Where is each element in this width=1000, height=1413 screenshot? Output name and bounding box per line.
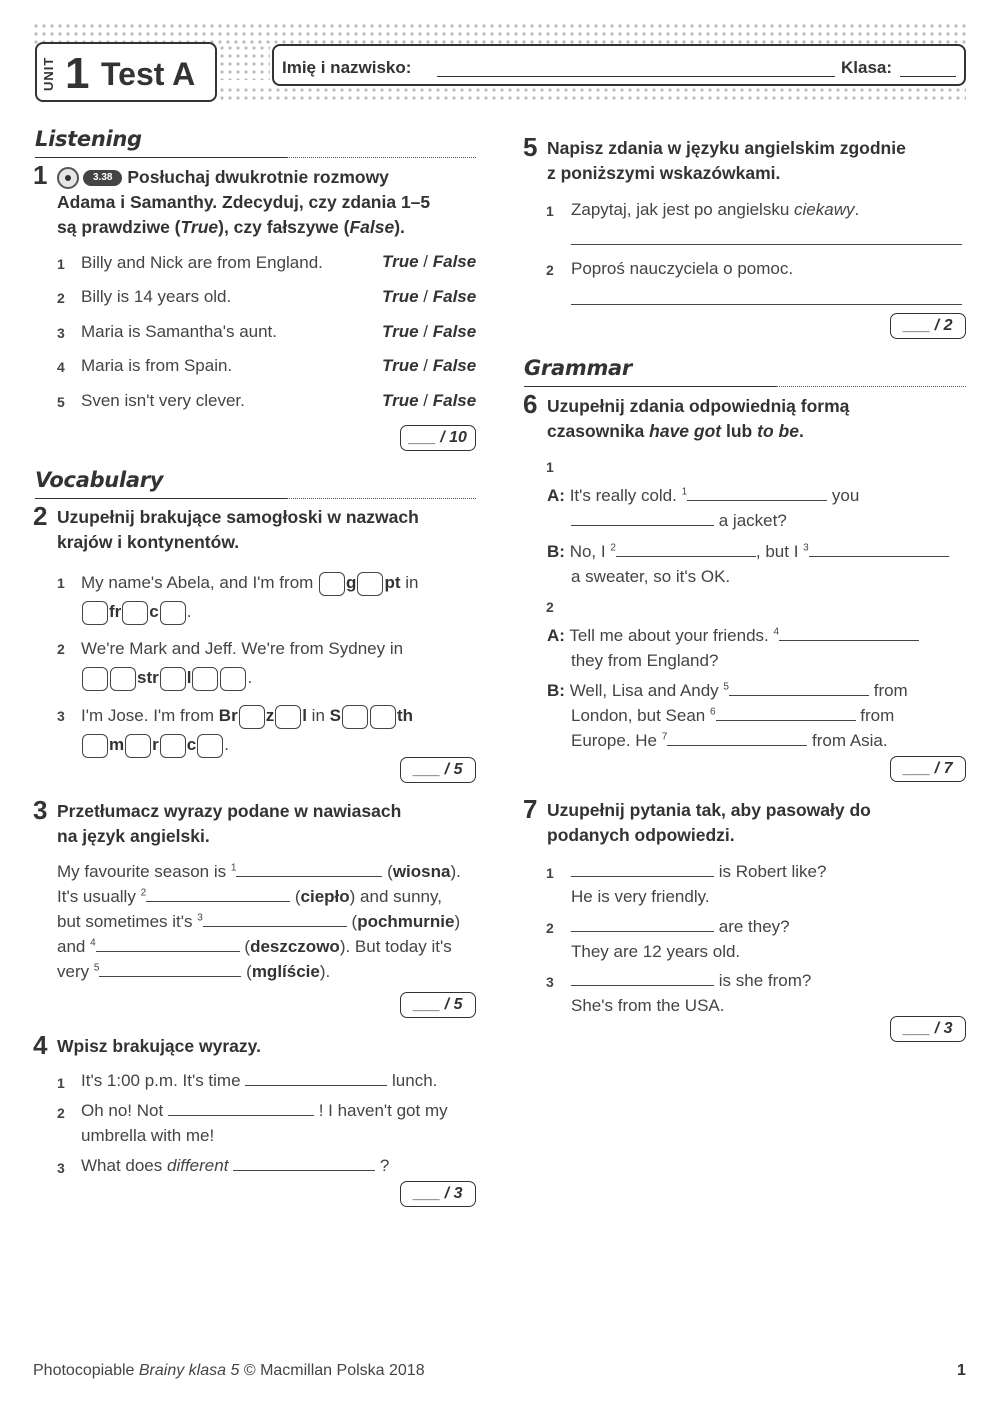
instr-line: krajów i kontynentów. <box>57 532 240 552</box>
letter: m <box>109 735 125 754</box>
letter-box[interactable] <box>82 734 108 758</box>
footer-text: © Macmillan Polska 2018 <box>243 1362 425 1379</box>
name-label: Imię i nazwisko: <box>282 58 412 77</box>
para-text: My favourite season is <box>57 862 227 881</box>
question-text: are they? <box>718 917 790 936</box>
section-rule <box>35 157 287 158</box>
instr-term: to be <box>757 421 799 441</box>
letter-box[interactable] <box>125 734 151 758</box>
instr-line: Posłuchaj dwukrotnie rozmowy <box>127 167 389 187</box>
letter-box[interactable] <box>197 734 223 758</box>
item-text: ? <box>379 1156 390 1175</box>
header-dots-mid <box>218 44 270 80</box>
list-item: Billy is 14 years old. <box>81 287 232 306</box>
score-box[interactable]: ___ / 3 <box>890 1016 966 1042</box>
speaker-label: B: <box>547 542 565 561</box>
item-text: What does <box>81 1156 163 1175</box>
instr-line: Uzupełnij brakujące samogłoski w nazwach <box>57 507 419 527</box>
score-box[interactable]: ___ / 10 <box>400 425 476 451</box>
letter: str <box>137 668 159 687</box>
false-option[interactable]: False <box>432 391 477 410</box>
blank-field[interactable] <box>571 863 714 877</box>
instr-line: z poniższymi wskazówkami. <box>547 163 781 183</box>
blank-field[interactable] <box>96 938 240 952</box>
list-item: Sven isn't very clever. <box>81 391 245 410</box>
section-grammar: Grammar <box>524 356 632 380</box>
letter: Br <box>218 706 238 725</box>
item-number: 1 <box>57 1075 65 1091</box>
blank-field[interactable] <box>716 707 856 721</box>
line-text: Tell me about your friends. <box>569 626 769 645</box>
list-item <box>81 701 481 759</box>
list-item <box>81 634 481 692</box>
section-rule <box>287 498 476 499</box>
item-text: umbrella with me! <box>81 1126 215 1145</box>
score-box[interactable]: ___ / 3 <box>400 1181 476 1207</box>
exercise-3-instructions <box>57 799 477 849</box>
instr-term: have got <box>649 421 722 441</box>
blank-field[interactable] <box>571 918 714 932</box>
dialogue-1-b <box>547 539 967 589</box>
header-dots-top <box>32 22 966 44</box>
dialogue-number: 1 <box>546 459 554 475</box>
score-box[interactable]: ___ / 7 <box>890 756 966 782</box>
item-number: 2 <box>57 1105 65 1121</box>
instr-line: . <box>798 421 804 441</box>
exercise-number: 1 <box>33 160 48 190</box>
hint-word: ciepło <box>300 887 350 906</box>
page-title: Test A <box>101 56 196 92</box>
gap-number: 1 <box>681 486 688 498</box>
section-rule <box>287 157 476 158</box>
item-text: . <box>854 200 860 219</box>
track-badge: 3.38 <box>83 170 122 186</box>
sep: / <box>423 287 429 306</box>
item-number: 1 <box>57 575 65 591</box>
sep: / <box>423 322 429 341</box>
class-field[interactable] <box>900 76 956 77</box>
letter-box[interactable] <box>357 572 383 596</box>
false-option[interactable]: False <box>432 356 477 375</box>
instr-line: czasownika <box>547 421 645 441</box>
letter: l <box>302 706 307 725</box>
exercise-number: 4 <box>33 1030 48 1060</box>
name-field[interactable] <box>437 76 835 77</box>
list-item: Maria is from Spain. <box>81 356 233 375</box>
letter-box[interactable] <box>110 667 136 691</box>
instr-line: Uzupełnij pytania tak, aby pasowały do <box>547 800 871 820</box>
para-text: ). But today it's <box>339 937 452 956</box>
para-text: ) and sunny, <box>349 887 442 906</box>
hint-word: deszczowo <box>250 937 340 956</box>
line-text: Well, Lisa and Andy <box>569 681 719 700</box>
question-text: is she from? <box>718 971 812 990</box>
letter-box[interactable] <box>192 667 218 691</box>
unit-number: 1 <box>65 49 90 98</box>
letter-box[interactable] <box>82 601 108 625</box>
letter-box[interactable] <box>160 667 186 691</box>
section-listening: Listening <box>35 127 142 151</box>
speaker-label: A: <box>547 486 565 505</box>
para-text: ) <box>454 912 461 931</box>
true-false-choice[interactable] <box>382 391 476 411</box>
footer-text: Photocopiable <box>33 1362 135 1379</box>
item-text: . <box>224 735 229 754</box>
item-number: 2 <box>57 290 65 306</box>
line-text: Europe. He <box>571 731 657 750</box>
para-text: It's usually <box>57 887 136 906</box>
gap-number: 6 <box>709 706 716 718</box>
line-text: It's really cold. <box>569 486 677 505</box>
letter: r <box>152 735 159 754</box>
blank-field[interactable] <box>667 732 807 746</box>
answer-line[interactable] <box>571 244 962 245</box>
line-text: a sweater, so it's OK. <box>571 567 731 586</box>
instr-true: True <box>180 217 219 237</box>
gap-number: 7 <box>661 731 668 743</box>
student-info-box <box>272 44 966 86</box>
letter-box[interactable] <box>275 705 301 729</box>
answer-line[interactable] <box>571 304 962 305</box>
dialogue-1 <box>547 483 967 533</box>
false-option[interactable]: False <box>432 322 477 341</box>
gap-number: 5 <box>723 681 729 693</box>
item-word: different <box>167 1156 229 1175</box>
blank-field[interactable] <box>146 888 290 902</box>
item-number: 2 <box>546 920 554 936</box>
page-number: 1 <box>957 1362 966 1379</box>
list-item: Billy and Nick are from England. <box>81 253 323 272</box>
hint-word: pochmurnie <box>357 912 455 931</box>
line-text: , but I <box>755 542 799 561</box>
item-number: 2 <box>546 262 554 278</box>
list-item: Maria is Samantha's aunt. <box>81 322 278 341</box>
blank-field[interactable] <box>729 682 869 696</box>
blank-field[interactable] <box>809 543 949 557</box>
list-item <box>571 968 811 1018</box>
section-rule <box>35 498 287 499</box>
exercise-number: 2 <box>33 501 48 531</box>
section-rule <box>776 386 966 387</box>
list-item <box>571 197 859 222</box>
gap-number: 4 <box>773 626 780 638</box>
para-text: ). <box>319 962 331 981</box>
instr-line: Przetłumacz wyrazy podane w nawiasach <box>57 801 402 821</box>
list-item <box>571 914 790 964</box>
exercise-5-instructions <box>547 136 967 186</box>
section-rule <box>524 386 776 387</box>
blank-field[interactable] <box>233 1157 375 1171</box>
line-text: from <box>873 681 908 700</box>
exercise-7-instructions <box>547 798 967 848</box>
item-number: 3 <box>57 325 65 341</box>
blank-field[interactable] <box>203 913 347 927</box>
exercise-number: 3 <box>33 795 48 825</box>
letter-box[interactable] <box>342 705 368 729</box>
blank-field[interactable] <box>616 543 756 557</box>
item-number: 1 <box>546 865 554 881</box>
footer <box>33 1362 425 1380</box>
instr-line: ). <box>394 217 405 237</box>
header-dots-bottom <box>218 86 966 102</box>
item-text: It's 1:00 p.m. It's time <box>81 1071 241 1090</box>
item-number: 5 <box>57 394 65 410</box>
true-option[interactable]: True <box>382 287 419 306</box>
instr-line: lub <box>726 421 753 441</box>
cd-icon <box>57 167 79 189</box>
true-false-choice[interactable] <box>382 356 476 376</box>
hint-word: wiosna <box>392 862 451 881</box>
sep: / <box>423 391 429 410</box>
list-item <box>81 1098 448 1148</box>
gap-number: 2 <box>610 542 616 554</box>
dialogue-2 <box>547 623 967 673</box>
item-text: ! I haven't got my <box>318 1101 448 1120</box>
item-text: . <box>186 602 192 621</box>
line-text: from Asia. <box>812 731 888 750</box>
item-number: 4 <box>57 359 65 375</box>
answer-text: They are 12 years old. <box>571 942 741 961</box>
item-text: We're Mark and Jeff. We're from Sydney in <box>81 639 404 658</box>
section-vocabulary: Vocabulary <box>35 468 164 492</box>
true-option[interactable]: True <box>382 356 419 375</box>
blank-field[interactable] <box>687 487 827 501</box>
false-option[interactable]: False <box>432 287 477 306</box>
item-text: Zapytaj, jak jest po angielsku <box>571 200 790 219</box>
exercise-number: 5 <box>523 132 538 162</box>
score-box[interactable]: ___ / 5 <box>400 992 476 1018</box>
letter-box[interactable] <box>122 601 148 625</box>
item-text: Oh no! Not <box>81 1101 164 1120</box>
footer-book: Brainy klasa 5 <box>138 1362 240 1379</box>
para-text: but sometimes it's <box>57 912 193 931</box>
instr-line: na język angielski. <box>57 826 210 846</box>
hint-word: mglíście <box>251 962 320 981</box>
list-item <box>81 568 481 626</box>
speaker-label: B: <box>547 681 565 700</box>
list-item <box>81 1153 389 1178</box>
letter: l <box>186 668 192 687</box>
line-text: London, but Sean <box>571 706 706 725</box>
letter-box[interactable] <box>220 667 246 691</box>
instr-line: ), czy fałszywe ( <box>218 217 350 237</box>
blank-field[interactable] <box>168 1102 314 1116</box>
unit-badge <box>35 42 217 102</box>
instr-line: podanych odpowiedzi. <box>547 825 735 845</box>
item-text: in <box>311 706 325 725</box>
exercise-1-instructions <box>57 165 477 240</box>
letter: S <box>329 706 341 725</box>
dialogue-number: 2 <box>546 599 554 615</box>
para-text: very <box>57 962 90 981</box>
true-option[interactable]: True <box>382 391 419 410</box>
letter-box[interactable] <box>160 734 186 758</box>
answer-text: He is very friendly. <box>571 887 710 906</box>
true-option[interactable]: True <box>382 322 419 341</box>
para-text: and <box>57 937 86 956</box>
blank-field[interactable] <box>236 863 382 877</box>
instr-line: są prawdziwe ( <box>57 217 181 237</box>
instr-false: False <box>349 217 395 237</box>
list-item: Poproś nauczyciela o pomoc. <box>571 259 794 278</box>
item-number: 3 <box>546 974 554 990</box>
exercise-number: 7 <box>523 794 538 824</box>
speaker-label: A: <box>547 626 565 645</box>
instr-line: Napisz zdania w języku angielskim zgodnie <box>547 138 906 158</box>
instr-line: Adama i Samanthy. Zdecyduj, czy zdania 1–5 <box>57 192 431 212</box>
letter: th <box>396 706 414 725</box>
blank-field[interactable] <box>245 1072 387 1086</box>
letter-box[interactable] <box>319 572 345 596</box>
list-item <box>571 859 826 909</box>
true-false-choice[interactable] <box>382 287 476 307</box>
false-option[interactable]: False <box>432 252 477 271</box>
question-text: is Robert like? <box>718 862 827 881</box>
true-false-choice[interactable] <box>382 252 476 272</box>
sep: / <box>423 356 429 375</box>
blank-field[interactable] <box>99 963 241 977</box>
item-word: ciekawy <box>794 200 855 219</box>
sep: / <box>423 252 429 271</box>
letter-box[interactable] <box>370 705 396 729</box>
answer-text: She's from the USA. <box>571 996 725 1015</box>
blank-field[interactable] <box>571 512 714 526</box>
exercise-2-instructions <box>57 505 477 555</box>
letter-box[interactable] <box>239 705 265 729</box>
score-box[interactable]: ___ / 5 <box>400 757 476 783</box>
exercise-number: 6 <box>523 389 538 419</box>
letter: c <box>149 602 159 621</box>
true-false-choice[interactable] <box>382 322 476 342</box>
letter: c <box>186 735 197 754</box>
dialogue-2-b <box>547 678 967 753</box>
letter: pt <box>384 573 401 592</box>
line-text: No, I <box>569 542 606 561</box>
item-text: I'm Jose. I'm from <box>81 706 215 725</box>
letter-box[interactable] <box>160 601 186 625</box>
item-number: 1 <box>57 256 65 272</box>
item-number: 1 <box>546 203 554 219</box>
item-number: 3 <box>57 1160 65 1176</box>
list-item <box>81 1068 437 1093</box>
item-number: 3 <box>57 708 65 724</box>
translation-paragraph: My favourite season is $^1$ (wiosna). It's usually $^2$ (ciepło) and sunny, but sometimes it's $^3$ (pochmurnie) and $^4$ (deszczowo). But today it's very $^5$ (mglíście). <box>57 862 461 981</box>
score-box[interactable]: ___ / 2 <box>890 313 966 339</box>
line-text: a jacket? <box>718 511 787 530</box>
exercise-4-instructions: Wpisz brakujące wyrazy. <box>57 1036 261 1056</box>
letter-box[interactable] <box>82 667 108 691</box>
para-text: ). <box>450 862 461 881</box>
item-number: 2 <box>57 641 65 657</box>
class-label: Klasa: <box>841 58 893 77</box>
item-text: . <box>247 668 253 687</box>
item-text: My name's Abela, and I'm from <box>81 573 314 592</box>
item-text: in <box>405 573 419 592</box>
line-text: you <box>831 486 860 505</box>
line-text: they from England? <box>571 651 719 670</box>
blank-field[interactable] <box>571 972 714 986</box>
instr-line: Uzupełnij zdania odpowiednią formą <box>547 396 850 416</box>
unit-label: UNIT <box>41 56 56 92</box>
blank-field[interactable] <box>779 627 919 641</box>
exercise-6-instructions <box>547 394 967 444</box>
gap-number: 3 <box>803 542 809 554</box>
letter: fr <box>109 602 122 621</box>
item-text: lunch. <box>392 1071 438 1090</box>
letter: z <box>265 706 275 725</box>
letter: g <box>346 573 357 592</box>
true-option[interactable]: True <box>382 252 419 271</box>
line-text: from <box>860 706 895 725</box>
